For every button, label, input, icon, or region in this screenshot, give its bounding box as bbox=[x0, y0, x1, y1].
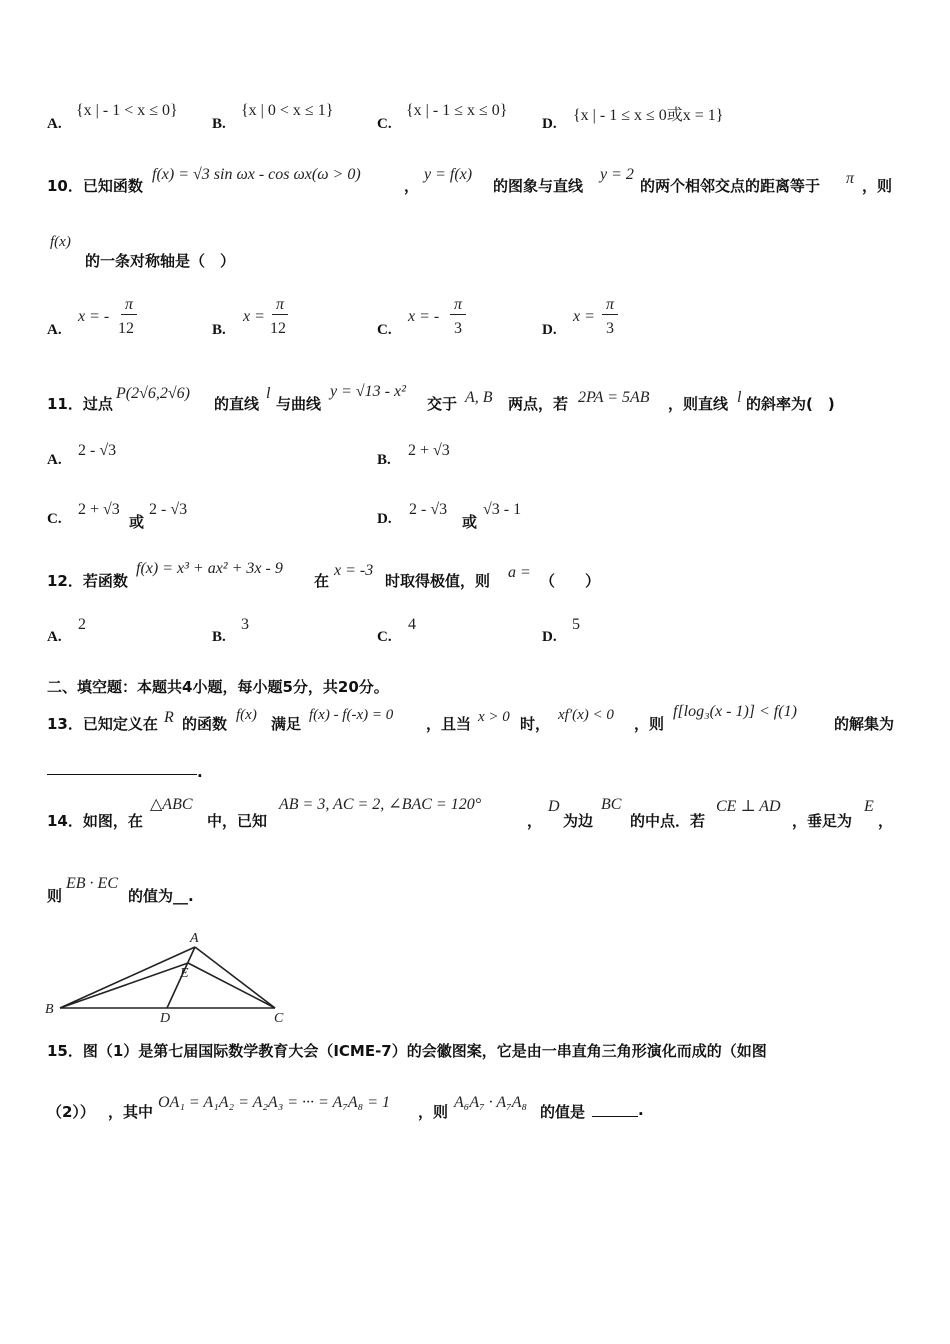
q15-answer-blank[interactable] bbox=[592, 1102, 638, 1117]
q12-option-b-label: B. bbox=[212, 629, 226, 645]
q11-curve: y = √13 - x² bbox=[330, 383, 406, 400]
q10-option-c-lhs: x = - bbox=[408, 308, 440, 325]
q12-text-1: 在 bbox=[314, 572, 330, 590]
q14-triangle: △ABC bbox=[150, 796, 193, 813]
q14-comma: ， bbox=[527, 812, 543, 830]
q10-option-c-den: 3 bbox=[454, 320, 462, 337]
q10-option-a-den: 12 bbox=[118, 320, 134, 337]
q11-option-c-math: 2 + √3 bbox=[78, 501, 120, 518]
q9-option-a-label: A. bbox=[47, 116, 62, 132]
q14-triangle-figure bbox=[40, 925, 300, 1025]
vertex-label-c: C bbox=[274, 1011, 284, 1025]
q13-x-positive: x > 0 bbox=[478, 709, 510, 725]
q10-option-d-den: 3 bbox=[606, 320, 614, 337]
vertex-label-b: B bbox=[45, 1002, 54, 1017]
q10-option-a-label: A. bbox=[47, 322, 62, 338]
q12-text-3: （ ） bbox=[540, 572, 601, 590]
q13-stem-start: 13．已知定义在 bbox=[47, 715, 158, 733]
q10-line2: 的一条对称轴是（ ） bbox=[85, 252, 236, 270]
q13-text-4: 时， bbox=[520, 715, 551, 733]
q9-option-d-label: D. bbox=[542, 116, 557, 132]
q11-points-ab: A, B bbox=[465, 389, 493, 406]
q11-option-c-label: C. bbox=[47, 511, 62, 527]
q13-text-5: ，则 bbox=[634, 715, 665, 733]
q13-text-2: 满足 bbox=[271, 715, 302, 733]
q9-option-c-label: C. bbox=[377, 116, 392, 132]
q14-text-1: 中，已知 bbox=[207, 812, 268, 830]
q10-option-b-lhs: x = bbox=[243, 308, 265, 325]
q13-fx: f(x) bbox=[236, 707, 257, 723]
q11-text-4: 两点，若 bbox=[508, 395, 569, 413]
q11-option-d-or: 或 bbox=[462, 513, 478, 531]
q9-option-d-math: {x | - 1 ≤ x ≤ 0或x = 1} bbox=[573, 107, 724, 124]
vertex-label-a: A bbox=[190, 931, 199, 946]
q10-option-a-num: π bbox=[121, 296, 137, 315]
q14-given: AB = 3, AC = 2, ∠BAC = 120° bbox=[279, 796, 482, 813]
q10-option-d-num: π bbox=[602, 296, 618, 315]
q14-text-4: ，垂足为 bbox=[792, 812, 853, 830]
q11-text-1: 的直线 bbox=[214, 395, 260, 413]
q13-condition: f(x) - f(-x) = 0 bbox=[309, 707, 394, 723]
q12-option-a-label: A. bbox=[47, 629, 62, 645]
q14-stem-start: 14．如图，在 bbox=[47, 812, 143, 830]
q10-end-text: ，则 bbox=[862, 177, 893, 195]
q10-comma: ， bbox=[404, 177, 420, 195]
q14-line2-start: 则 bbox=[47, 887, 63, 905]
q14-BC: BC bbox=[601, 796, 622, 813]
q12-option-b-val: 3 bbox=[241, 616, 249, 633]
q11-option-d-math2: √3 - 1 bbox=[483, 501, 522, 518]
q10-option-b-num: π bbox=[272, 296, 288, 315]
q11-line-l2: l bbox=[737, 389, 742, 406]
q14-text-5: ， bbox=[878, 812, 894, 830]
point-label-d: D bbox=[160, 1011, 171, 1025]
q10-mid-text: 的图象与直线 bbox=[493, 177, 584, 195]
point-label-e: E bbox=[180, 966, 189, 981]
q13-answer-blank[interactable] bbox=[47, 760, 197, 775]
q10-pi: π bbox=[846, 170, 855, 187]
q10-function: f(x) = √3 sin ωx - cos ωx(ω > 0) bbox=[152, 166, 361, 183]
q15-text-1: ，则 bbox=[418, 1103, 449, 1121]
q11-text-5: ，则直线 bbox=[668, 395, 729, 413]
q11-point: P(2√6,2√6) bbox=[116, 385, 190, 402]
q10-line: y = 2 bbox=[600, 166, 634, 183]
q11-option-b-label: B. bbox=[377, 452, 391, 468]
q15-line1: 15．图（1）是第七届国际数学教育大会（ICME-7）的会徽图案，它是由一串直角三角形演化而成的（如图 bbox=[47, 1042, 767, 1060]
q12-option-c-val: 4 bbox=[408, 616, 416, 633]
q9-option-b-label: B. bbox=[212, 116, 226, 132]
q9-option-a-math: {x | - 1 < x ≤ 0} bbox=[76, 102, 178, 119]
q14-text-2: 为边 bbox=[563, 812, 594, 830]
q12-option-d-label: D. bbox=[542, 629, 557, 645]
q9-option-b-math: {x | 0 < x ≤ 1} bbox=[241, 102, 334, 119]
q14-dot-product: EB · EC bbox=[66, 875, 118, 892]
q11-option-d-label: D. bbox=[377, 511, 392, 527]
q9-option-c-math: {x | - 1 ≤ x ≤ 0} bbox=[406, 102, 508, 119]
q15-dot-product: A₆A₇ · A₇A₈ bbox=[454, 1094, 528, 1111]
q15-line2-qizhong: ，其中 bbox=[108, 1103, 154, 1121]
q15-line2-start: （2）） bbox=[47, 1103, 95, 1121]
q10-option-c-num: π bbox=[450, 296, 466, 315]
q10-option-b-label: B. bbox=[212, 322, 226, 338]
q11-option-a-label: A. bbox=[47, 452, 62, 468]
q12-at: x = -3 bbox=[334, 562, 374, 579]
q11-text-2: 与曲线 bbox=[276, 395, 322, 413]
q11-stem-start: 11．过点 bbox=[47, 395, 113, 413]
q13-text-3: ，且当 bbox=[426, 715, 472, 733]
q10-tail-text: 的两个相邻交点的距离等于 bbox=[640, 177, 821, 195]
q11-text-3: 交于 bbox=[427, 395, 458, 413]
q14-E: E bbox=[864, 798, 874, 815]
q15-end: . bbox=[638, 1101, 644, 1119]
q11-text-6: 的斜率为( ) bbox=[746, 395, 835, 413]
section-2-heading: 二、填空题：本题共4小题，每小题5分，共20分。 bbox=[47, 678, 389, 696]
q12-option-c-label: C. bbox=[377, 629, 392, 645]
q11-condition: 2PA = 5AB bbox=[578, 389, 650, 406]
q10-option-d-label: D. bbox=[542, 322, 557, 338]
q14-line2-end: 的值为__. bbox=[128, 887, 194, 905]
q10-option-c-label: C. bbox=[377, 322, 392, 338]
q13-text-6: 的解集为 bbox=[834, 715, 895, 733]
segment-ce bbox=[188, 963, 275, 1008]
q13-derivative: xf′(x) < 0 bbox=[558, 707, 614, 723]
q11-option-b-math: 2 + √3 bbox=[408, 442, 450, 459]
q15-text-2: 的值是 bbox=[540, 1103, 586, 1121]
q13-end: . bbox=[197, 763, 203, 781]
q13-text-1: 的函数 bbox=[182, 715, 228, 733]
edge-ab bbox=[60, 947, 195, 1008]
edge-ac bbox=[195, 947, 275, 1008]
q15-condition: OA₁ = A₁A₂ = A₂A₃ = ··· = A₇A₈ = 1 bbox=[158, 1094, 391, 1111]
q12-a: a = bbox=[508, 564, 531, 581]
q14-perpendicular: CE ⊥ AD bbox=[716, 798, 781, 815]
q14-text-3: 的中点．若 bbox=[630, 812, 706, 830]
q12-option-a-val: 2 bbox=[78, 616, 86, 633]
q13-inequality: f[log₃(x - 1)] < f(1) bbox=[673, 703, 797, 720]
segment-be bbox=[60, 963, 188, 1008]
q14-D: D bbox=[548, 798, 560, 815]
q10-fx: f(x) bbox=[50, 234, 71, 250]
q10-graph: y = f(x) bbox=[424, 166, 473, 183]
q10-option-d-lhs: x = bbox=[573, 308, 595, 325]
q10-option-a-lhs: x = - bbox=[78, 308, 110, 325]
q11-option-a-math: 2 - √3 bbox=[78, 442, 117, 459]
q12-option-d-val: 5 bbox=[572, 616, 580, 633]
q12-function: f(x) = x³ + ax² + 3x - 9 bbox=[136, 560, 283, 577]
q11-option-d-math: 2 - √3 bbox=[409, 501, 448, 518]
q13-R: R bbox=[164, 709, 174, 726]
q10-option-b-den: 12 bbox=[270, 320, 286, 337]
q12-text-2: 时取得极值，则 bbox=[385, 572, 491, 590]
q11-line-l: l bbox=[266, 385, 271, 402]
q10-stem-start: 10．已知函数 bbox=[47, 177, 143, 195]
q12-stem-start: 12．若函数 bbox=[47, 572, 128, 590]
q11-option-c-math2: 2 - √3 bbox=[149, 501, 188, 518]
q11-option-c-or: 或 bbox=[129, 513, 145, 531]
